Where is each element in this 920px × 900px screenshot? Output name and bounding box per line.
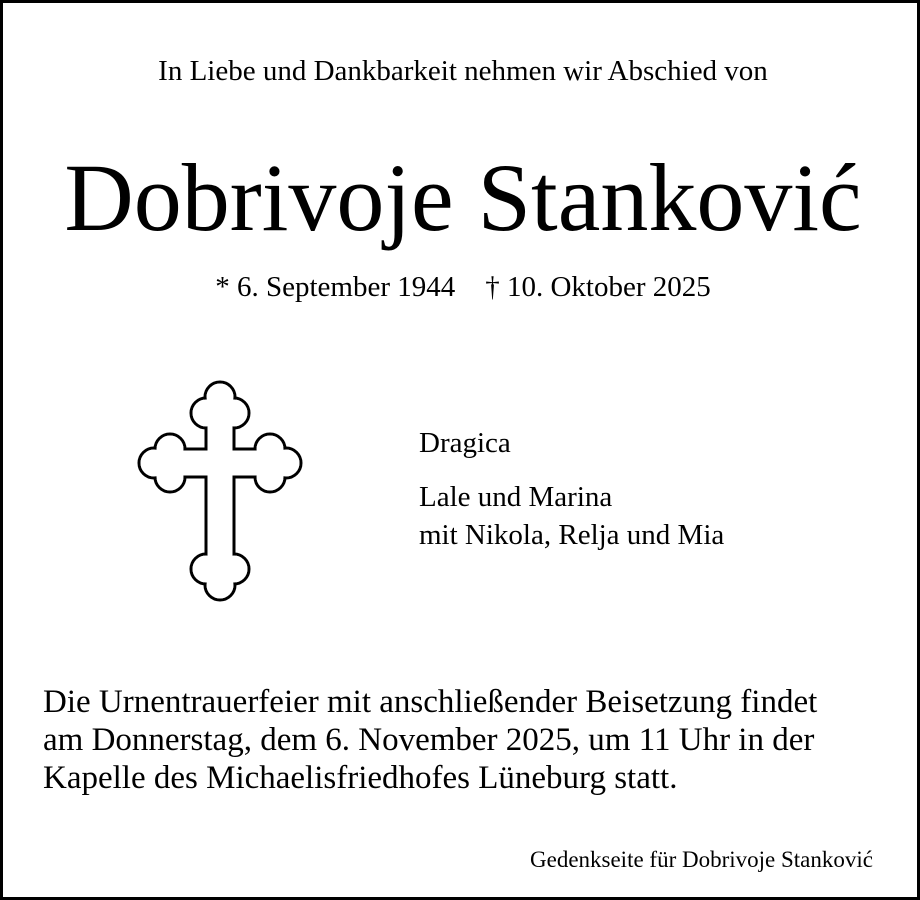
mourner-group — [419, 424, 724, 462]
birth-date: * 6. September 1944 — [215, 271, 456, 303]
cross-icon — [136, 379, 304, 603]
deceased-name: Dobrivoje Stanković — [64, 144, 862, 251]
mourner-group — [419, 478, 724, 554]
mourner-line: Dragica — [419, 427, 511, 459]
mourner-line: mit Nikola, Relja und Mia — [419, 519, 725, 551]
ceremony-line: Kapelle des Michaelisfriedhofes Lüneburg statt. — [43, 760, 678, 796]
intro-text: In Liebe und Dankbarkeit nehmen wir Abschied von — [158, 55, 768, 87]
mourner-line: Lale und Marina — [419, 481, 613, 513]
mourners-list — [419, 424, 724, 570]
ceremony-line: am Donnerstag, dem 6. November 2025, um 11 Uhr in der — [43, 722, 815, 758]
ceremony-line: Die Urnentrauerfeier mit anschließender Beisetzung findet — [43, 684, 818, 720]
death-date: † 10. Oktober 2025 — [485, 271, 711, 303]
memorial-page-link[interactable]: Gedenkseite für Dobrivoje Stanković — [530, 847, 873, 872]
ceremony-announcement — [43, 683, 893, 797]
life-dates — [3, 269, 920, 305]
